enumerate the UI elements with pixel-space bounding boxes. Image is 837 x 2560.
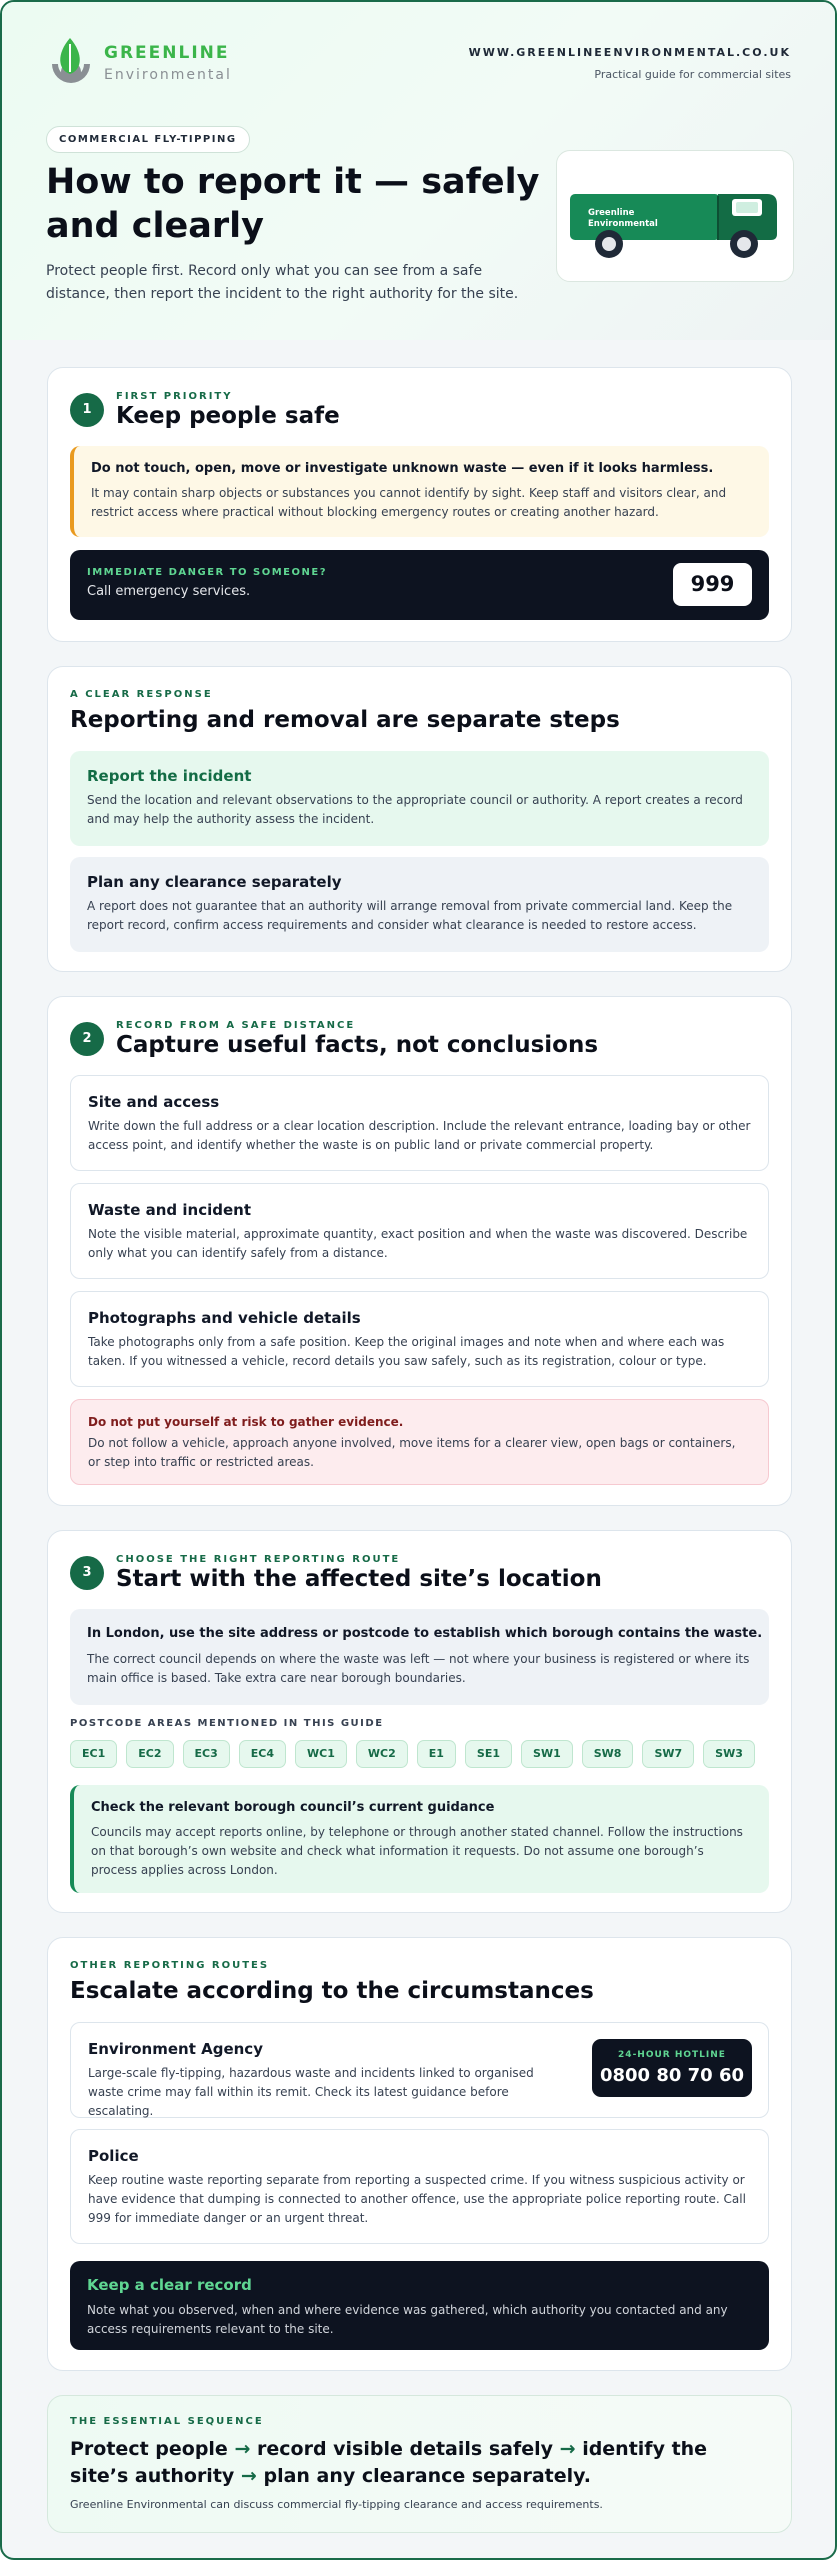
borough-guidance-body: Councils may accept reports online, by telephone or through another stated channel. Follow the instructions on that borough’s own website and check what information it requests. Do not assume one borough’s process applies across London. <box>91 1825 743 1877</box>
emergency-label: IMMEDIATE DANGER TO SOMEONE? <box>87 567 327 578</box>
location-card <box>47 1530 792 1913</box>
postcode-tag: WC2 <box>356 1740 408 1768</box>
clear-record-title: Keep a clear record <box>87 2276 252 2294</box>
postcodes-label: POSTCODE AREAS MENTIONED IN THIS GUIDE <box>70 1718 384 1729</box>
sequence-step: plan any clearance separately. <box>263 2465 592 2487</box>
london-body: The correct council depends on where the waste was left — not where your business is registered or where its main office is based. Take extra care near borough boundaries. <box>87 1652 750 1685</box>
fact-item-title: Photographs and vehicle details <box>88 1309 361 1327</box>
police-title: Police <box>88 2147 139 2165</box>
brand-logo[interactable] <box>46 34 232 94</box>
van-illustration-card <box>556 150 794 282</box>
hotline-button[interactable] <box>592 2039 752 2097</box>
arrow-right-icon: → <box>240 2465 257 2487</box>
postcode-tag: EC3 <box>183 1740 230 1768</box>
postcode-tag: E1 <box>417 1740 456 1768</box>
postcode-tags <box>70 1740 764 1768</box>
brand-name: GREENLINE <box>104 43 230 63</box>
website-link[interactable]: WWW.GREENLINEENVIRONMENTAL.CO.UK <box>468 46 791 59</box>
environment-agency-box <box>70 2022 769 2118</box>
clearance-body: A report does not guarantee that an authority will arrange removal from private commercial land. Keep the report record, confirm access requirements and consider what clearance is needed to restore access. <box>87 899 733 932</box>
postcode-tag: EC1 <box>70 1740 117 1768</box>
sequence-step: Protect people <box>70 2438 228 2460</box>
emergency-text: Call emergency services. <box>87 584 251 599</box>
page-title: How to report it — safely and clearly <box>46 162 540 246</box>
warning-body: It may contain sharp objects or substances you cannot identify by sight. Keep staff and visitors clear, and restrict access where practical without blocking emergency routes or creating another hazard. <box>91 486 727 519</box>
london-box <box>70 1609 769 1705</box>
london-title: In London, use the site address or postcode to establish which borough contains the waste. <box>87 1626 763 1641</box>
sequence-footer: Greenline Environmental can discuss commercial fly-tipping clearance and access requirements. <box>70 2498 603 2511</box>
hero-section <box>2 2 835 340</box>
clearance-box <box>70 857 769 952</box>
borough-guidance-title: Check the relevant borough council’s current guidance <box>91 1800 495 1815</box>
van-icon <box>557 151 795 283</box>
postcode-tag: SW7 <box>642 1740 694 1768</box>
clearance-title: Plan any clearance separately <box>87 873 342 891</box>
section-eyebrow: THE ESSENTIAL SEQUENCE <box>70 2416 264 2427</box>
step-number: 1 <box>70 393 104 427</box>
section-eyebrow: A CLEAR RESPONSE <box>70 689 213 700</box>
report-incident-box <box>70 751 769 846</box>
sequence-summary <box>70 2436 770 2490</box>
warning-title: Do not touch, open, move or investigate unknown waste — even if it looks harmless. <box>91 461 714 476</box>
sequence-step: identify the site’s authority <box>70 2438 708 2487</box>
borough-guidance-box <box>70 1785 769 1893</box>
step-number: 3 <box>70 1556 104 1590</box>
section-title: Escalate according to the circumstances <box>70 1978 594 2004</box>
fact-item-site <box>70 1075 769 1171</box>
agency-title: Environment Agency <box>88 2040 263 2058</box>
leaf-logo-icon <box>46 34 94 94</box>
safety-card <box>47 367 792 642</box>
risk-warning-box <box>70 1399 769 1485</box>
fact-item-title: Waste and incident <box>88 1201 252 1219</box>
section-title: Start with the affected site’s location <box>116 1566 602 1592</box>
section-eyebrow: CHOOSE THE RIGHT REPORTING ROUTE <box>116 1554 401 1565</box>
postcode-tag: SE1 <box>465 1740 512 1768</box>
sequence-step: record visible details safely <box>257 2438 554 2460</box>
postcode-tag: EC4 <box>239 1740 286 1768</box>
step-number: 2 <box>70 1022 104 1056</box>
fact-item-body: Write down the full address or a clear location description. Include the relevant entrance, loading bay or other access point, and identify whether the waste is on public land or private commercial property. <box>88 1119 751 1152</box>
hero-lead: Protect people first. Record only what you can see from a safe distance, then report the incident to the right authority for the site. <box>46 263 519 302</box>
clear-record-body: Note what you observed, when and where evidence was gathered, which authority you contacted and any access requirements relevant to the site. <box>87 2303 728 2336</box>
postcode-tag: SW8 <box>582 1740 634 1768</box>
postcode-tag: SW3 <box>703 1740 755 1768</box>
essential-sequence-card <box>47 2395 792 2533</box>
postcode-tag: SW1 <box>521 1740 573 1768</box>
hotline-label: 24-HOUR HOTLINE <box>618 2050 726 2060</box>
separate-steps-card <box>47 666 792 972</box>
section-eyebrow: OTHER REPORTING ROUTES <box>70 1960 270 1971</box>
agency-body: Large-scale fly-tipping, hazardous waste and incidents linked to organised waste crime may fall within its remit. Check its latest guidance before escalating. <box>88 2066 534 2118</box>
site-info <box>469 46 791 81</box>
van-label-line2: Environmental <box>588 219 658 229</box>
report-incident-body: Send the location and relevant observations to the appropriate council or authority. A report creates a record and may help the authority assess the incident. <box>87 793 743 826</box>
brand-subtitle: Environmental <box>104 67 232 83</box>
fact-item-title: Site and access <box>88 1093 220 1111</box>
section-eyebrow: RECORD FROM A SAFE DISTANCE <box>116 1020 356 1031</box>
fact-item-photos <box>70 1291 769 1387</box>
arrow-right-icon: → <box>234 2438 251 2460</box>
warning-box <box>70 446 769 537</box>
site-tagline: Practical guide for commercial sites <box>594 68 791 81</box>
police-box <box>70 2129 769 2244</box>
emergency-banner <box>70 550 769 620</box>
police-body: Keep routine waste reporting separate from reporting a suspected crime. If you witness suspicious activity or have evidence that dumping is connected to another offence, use the appropriate police reporting route. Call 999 for immediate danger or an urgent threat. <box>88 2173 746 2225</box>
section-title: Keep people safe <box>116 403 340 429</box>
fact-item-body: Take photographs only from a safe position. Keep the original images and note when and where each was taken. If you witnessed a vehicle, record details you saw safely, such as its registration, colour or type. <box>88 1335 725 1368</box>
section-title: Capture useful facts, not conclusions <box>116 1032 599 1058</box>
van-label-line1: Greenline <box>588 208 635 218</box>
risk-warning-title: Do not put yourself at risk to gather evidence. <box>88 1415 404 1429</box>
hotline-number: 0800 80 70 60 <box>599 2065 745 2086</box>
postcode-tag: WC1 <box>295 1740 347 1768</box>
other-routes-card <box>47 1937 792 2371</box>
capture-facts-card <box>47 996 792 1506</box>
fact-item-body: Note the visible material, approximate quantity, exact position and when the waste was discovered. Describe only what you can identify safely from a distance. <box>88 1227 748 1260</box>
report-incident-title: Report the incident <box>87 767 252 785</box>
category-pill: COMMERCIAL FLY-TIPPING <box>46 126 250 153</box>
emergency-number-button[interactable]: 999 <box>673 563 752 606</box>
arrow-right-icon: → <box>559 2438 576 2460</box>
section-eyebrow: FIRST PRIORITY <box>116 391 233 402</box>
clear-record-box <box>70 2261 769 2350</box>
postcode-tag: EC2 <box>126 1740 173 1768</box>
risk-warning-body: Do not follow a vehicle, approach anyone involved, move items for a clearer view, open bags or containers, or step into traffic or restricted areas. <box>88 1436 736 1469</box>
fact-item-waste <box>70 1183 769 1279</box>
section-title: Reporting and removal are separate steps <box>70 707 620 733</box>
